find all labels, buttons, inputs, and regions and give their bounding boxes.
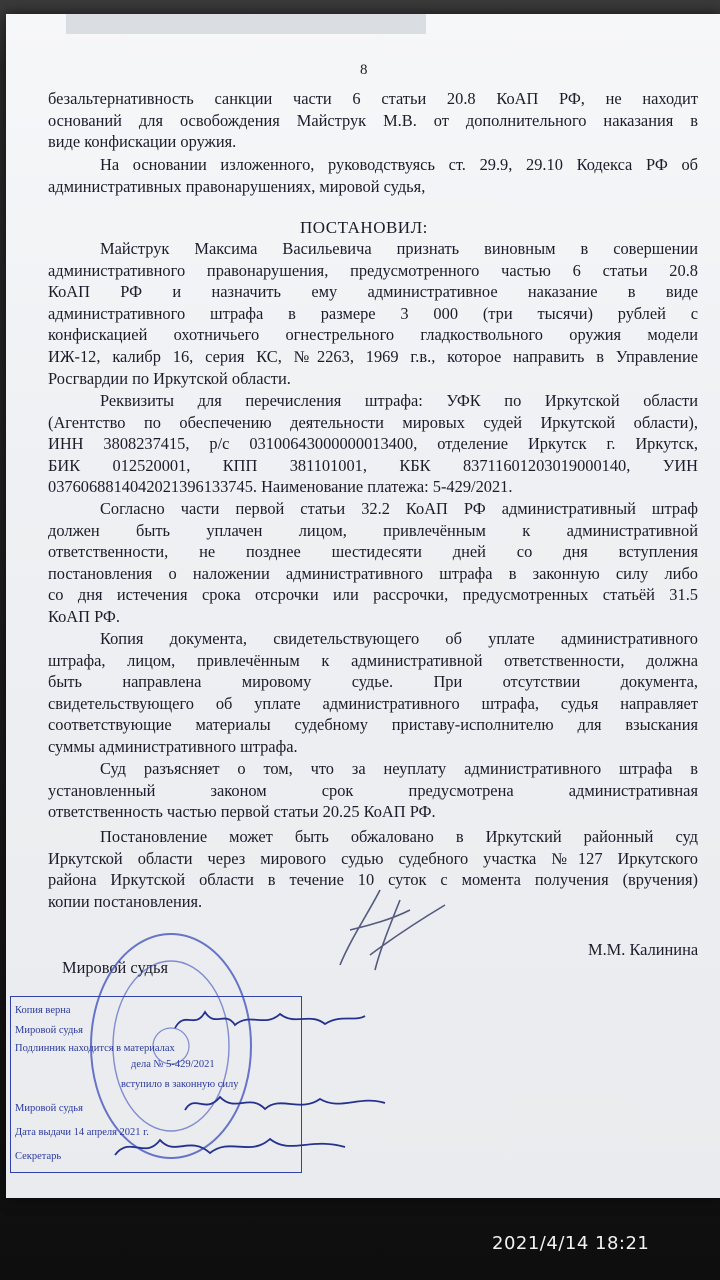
intro-paragraph <box>48 88 698 153</box>
text-line: ответственность частью первой статьи 20.25 КоАП РФ. <box>48 802 436 822</box>
stamp-line: Мировой судья <box>15 1025 83 1036</box>
stamp-line: Дата выдачи 14 апреля 2021 г. <box>15 1127 149 1138</box>
ruling-paragraph <box>48 238 698 389</box>
requisites-paragraph <box>48 390 698 498</box>
text-line: должен быть уплачен лицом, привлечённым к административной <box>48 520 698 540</box>
text-line: Постановление может быть обжаловано в Иркутский районный суд <box>100 827 698 846</box>
text-line: копии постановления. <box>48 891 203 911</box>
text-line: быть направлена мировому судье. При отсутствии документа, <box>48 672 698 692</box>
stamp-line: дела № 5-429/2021 <box>131 1059 215 1070</box>
stamp-line: Копия верна <box>15 1005 71 1016</box>
text-line: соответствующие материалы судебному приставу-исполнителю для взыскания <box>48 715 698 735</box>
text-line: Согласно части первой статьи 32.2 КоАП РФ административный штраф <box>100 499 698 518</box>
text-line: Иркутской области через мирового судью судебного участка №127 Иркутского <box>48 848 698 868</box>
text-line: 0376068814042021396133745. Наименование платежа: 5-429/2021. <box>48 477 513 497</box>
text-line: Копия документа, свидетельствующего об уплате административного <box>100 629 698 648</box>
stamp-signature <box>170 1000 370 1040</box>
text-line: (Агентство по обеспечению деятельности мировых судей Иркутской области), <box>48 412 698 432</box>
copy-paragraph <box>48 628 698 758</box>
judge-name: М.М. Калинина <box>588 940 699 959</box>
text-line: виде конфискации оружия. <box>48 132 237 152</box>
text-line: установленный законом срок предусмотрена административная <box>48 780 698 800</box>
text-line: ответственности, не позднее шестидесяти дней со дня вступления <box>48 542 698 562</box>
court-paragraph <box>48 758 698 823</box>
stamp-line: Подлинник находится в материалах <box>15 1043 175 1054</box>
paper-edge <box>66 14 426 34</box>
text-line: КоАП РФ и назначить ему административное наказание в виде <box>48 282 698 302</box>
text-line: ИНН 3808237415, р/с 03100643000000013400, отделение Иркутск г. Иркутск, <box>48 434 698 454</box>
page-number: 8 <box>360 62 368 78</box>
stamp-signature <box>180 1085 390 1125</box>
text-line: суммы административного штрафа. <box>48 736 298 756</box>
text-line: Майструк Максима Васильевича признать виновным в совершении <box>100 239 698 258</box>
text-line: ИЖ-12, калибр 16, серия КС, №2263, 1969 г.в., которое направить в Управление <box>48 346 698 366</box>
text-line: Росгвардии по Иркутской области. <box>48 368 291 388</box>
text-line: административного правонарушения, предусмотренного частью 6 статьи 20.8 <box>48 260 698 280</box>
photo-timestamp: 2021/4/14 18:21 <box>492 1233 650 1254</box>
text-line: административных правонарушениях, мировой судья, <box>48 176 426 196</box>
text-line: со дня истечения срока отсрочки или рассрочки, предусмотренных статьёй 31.5 <box>48 585 698 605</box>
text-line: Суд разъясняет о том, что за неуплату административного штрафа в <box>100 759 698 778</box>
text-line: КоАП РФ. <box>48 606 120 626</box>
stamp-line: вступило в законную силу <box>121 1079 239 1090</box>
text-line: постановления о наложении административного штрафа в законную силу либо <box>48 563 698 583</box>
text-line: штрафа, лицом, привлечённым к административной ответственности, должна <box>48 650 698 670</box>
text-line: безальтернативность санкции части 6 статьи 20.8 КоАП РФ, не находит <box>48 89 698 108</box>
text-line: свидетельствующего об уплате административного штрафа, судья направляет <box>48 693 698 713</box>
text-line: На основании изложенного, руководствуясь ст. 29.9, 29.10 Кодекса РФ об <box>100 155 698 174</box>
text-line: района Иркутской области в течение 10 суток с момента получения (вручения) <box>48 870 698 890</box>
payment-paragraph <box>48 498 698 628</box>
judge-signature <box>310 870 460 990</box>
text-line: оснований для освобождения Майструк М.В. от дополнительного наказания в <box>48 110 698 130</box>
stamp-line: Мировой судья <box>15 1103 83 1114</box>
text-line: конфискацией охотничьего огнестрельного гладкоствольного оружия модели <box>48 325 698 345</box>
text-line: Реквизиты для перечисления штрафа: УФК по Иркутской области <box>100 391 698 410</box>
ruling-heading: ПОСТАНОВИЛ: <box>300 218 428 237</box>
basis-paragraph <box>48 154 698 197</box>
text-line: административного штрафа в размере 3 000 (три тысячи) рублей с <box>48 303 698 323</box>
text-line: БИК 012520001, КПП 381101001, КБК 83711601203019000140, УИН <box>48 455 698 475</box>
judge-label: Мировой судья <box>62 958 169 977</box>
stamp-signature <box>110 1125 350 1170</box>
stamp-line: Секретарь <box>15 1151 62 1162</box>
